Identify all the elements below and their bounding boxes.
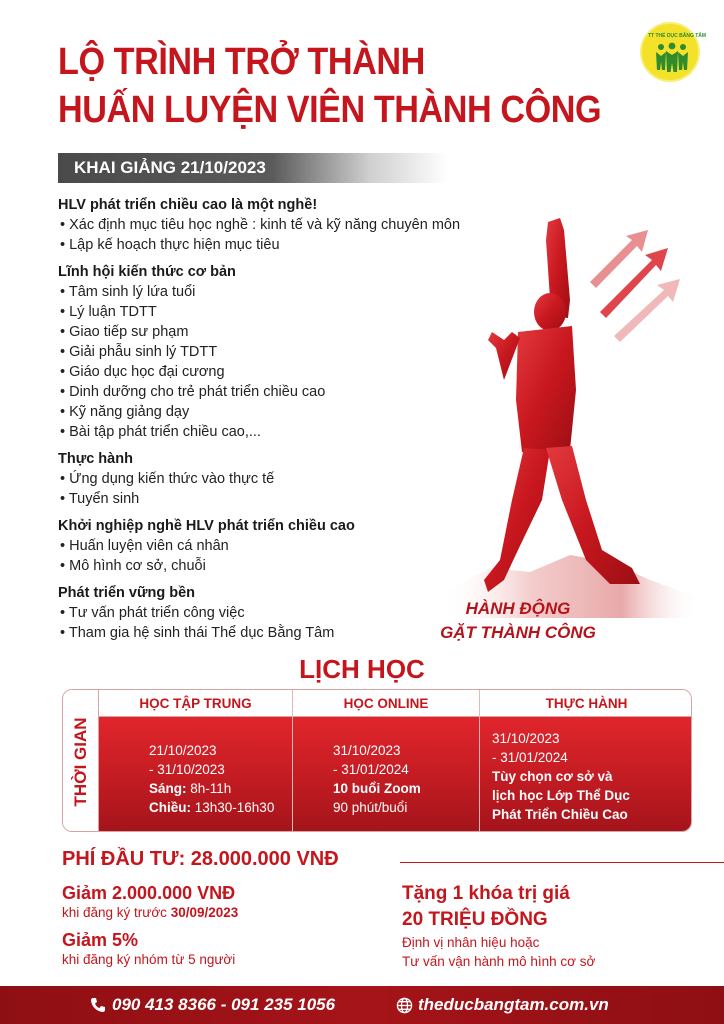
cell-label: Chiều: <box>149 800 191 815</box>
fee-title: PHÍ ĐẦU TƯ: 28.000.000 VNĐ <box>62 848 339 870</box>
start-date-text: KHAI GIẢNG 21/10/2023 <box>74 158 266 177</box>
gift-note-2: Tư vấn vận hành mô hình cơ sở <box>402 954 596 969</box>
discount-note-date: 30/09/2023 <box>170 905 239 920</box>
footer-phone[interactable]: 090 413 8366 - 091 235 1056 <box>112 995 336 1014</box>
schedule-table <box>62 689 692 832</box>
cell-line: - 31/01/2024 <box>492 750 568 765</box>
list-item: • Kỹ năng giảng dạy <box>58 402 538 422</box>
discount-title: Giảm 2.000.000 VNĐ <box>62 883 236 903</box>
page-title <box>58 38 602 134</box>
cell-line: Phát Triển Chiều Cao <box>492 807 628 822</box>
section-title: Phát triển vững bền <box>58 585 195 601</box>
list-item: • Lý luận TDTT <box>58 302 538 322</box>
discount-group <box>62 929 235 969</box>
column-body <box>480 717 692 832</box>
slogan <box>418 597 618 645</box>
cell-line: 10 buổi Zoom <box>333 781 421 796</box>
cell-line: lịch học Lớp Thể Dục <box>492 788 630 803</box>
start-date-banner <box>58 153 448 183</box>
schedule-column-online <box>293 690 479 832</box>
column-header: THỰC HÀNH <box>480 690 692 717</box>
schedule-column-intensive <box>99 690 292 832</box>
column-body <box>293 717 479 832</box>
list-item: • Tuyển sinh <box>58 489 538 509</box>
cell-line: - 31/01/2024 <box>333 762 409 777</box>
gift-offer <box>402 881 595 971</box>
cell-line: 21/10/2023 <box>149 743 217 758</box>
list-item: • Bài tập phát triển chiều cao,... <box>58 422 538 442</box>
list-item: • Tâm sinh lý lứa tuổi <box>58 282 538 302</box>
people-logo-icon <box>654 42 690 74</box>
growth-arrows-icon <box>590 230 680 342</box>
gift-note-1: Định vị nhân hiệu hoặc <box>402 935 540 950</box>
footer-bar <box>0 986 724 1024</box>
list-item: • Giao tiếp sư phạm <box>58 322 538 342</box>
list-item: • Dinh dưỡng cho trẻ phát triển chiều cao <box>58 382 538 402</box>
discount-note-prefix: khi đăng ký trước <box>62 905 171 920</box>
list-item: • Ứng dụng kiến thức vào thực tế <box>58 469 538 489</box>
cell-line: - 31/10/2023 <box>149 762 225 777</box>
discount-early <box>62 882 238 922</box>
list-item: • Tham gia hệ sinh thái Thể dục Bằng Tâm <box>58 623 538 643</box>
title-line-1: LỘ TRÌNH TRỞ THÀNH <box>58 41 425 83</box>
schedule-column-practice <box>480 690 692 832</box>
title-line-2: HUẤN LUYỆN VIÊN THÀNH CÔNG <box>58 89 602 131</box>
phone-icon <box>90 997 106 1013</box>
cell-line: Tùy chọn cơ sở và <box>492 769 613 784</box>
section-title: HLV phát triển chiều cao là một nghề! <box>58 197 318 213</box>
list-item: • Huấn luyện viên cá nhân <box>58 536 538 556</box>
gift-line-2: 20 TRIỆU ĐỒNG <box>402 909 548 930</box>
cell-line <box>149 779 282 798</box>
logo-text: TT THỂ DỤC BẰNG TÂM <box>648 33 707 39</box>
list-item: • Lập kế hoạch thực hiện mục tiêu <box>58 235 538 255</box>
list-item: • Mô hình cơ sở, chuỗi <box>58 556 538 576</box>
slogan-line-1: HÀNH ĐỘNG <box>465 599 571 618</box>
schedule-title: LỊCH HỌC <box>299 654 425 684</box>
section-title: Khởi nghiệp nghề HLV phát triển chiều cao <box>58 518 355 534</box>
cell-value: 13h30-16h30 <box>191 800 275 815</box>
discount-note: khi đăng ký nhóm từ 5 người <box>62 952 236 967</box>
globe-icon <box>396 997 413 1014</box>
schedule-side-label <box>63 690 99 832</box>
discount-note <box>62 904 238 922</box>
gift-line-1: Tặng 1 khóa trị giá <box>402 883 570 904</box>
slogan-line-2: GẶT THÀNH CÔNG <box>440 623 596 642</box>
column-header: HỌC TẬP TRUNG <box>99 690 292 717</box>
list-item: • Giáo dục học đại cương <box>58 362 538 382</box>
column-header: HỌC ONLINE <box>293 690 479 717</box>
section-title: Thực hành <box>58 451 133 467</box>
cell-value: 8h-11h <box>186 781 232 796</box>
brand-logo <box>640 22 707 82</box>
list-item: • Giải phẫu sinh lý TDTT <box>58 342 538 362</box>
fee-divider <box>400 862 724 863</box>
list-item: • Xác định mục tiêu học nghề : kinh tế và kỹ năng chuyên môn <box>58 215 538 235</box>
hero-figure <box>400 200 724 630</box>
list-item: • Tư vấn phát triển công việc <box>58 603 538 623</box>
side-label-text: THỜI GIAN <box>70 716 90 807</box>
column-body <box>99 717 292 832</box>
cell-line: 90 phút/buổi <box>333 800 408 815</box>
cell-line <box>149 798 282 817</box>
cell-line: 31/10/2023 <box>492 731 560 746</box>
discount-title: Giảm 5% <box>62 930 139 950</box>
cell-line: 31/10/2023 <box>333 743 401 758</box>
jumping-man-silhouette <box>484 218 640 592</box>
cell-label: Sáng: <box>149 781 187 796</box>
section-title: Lĩnh hội kiến thức cơ bản <box>58 264 236 280</box>
footer-website[interactable]: theducbangtam.com.vn <box>418 995 609 1014</box>
